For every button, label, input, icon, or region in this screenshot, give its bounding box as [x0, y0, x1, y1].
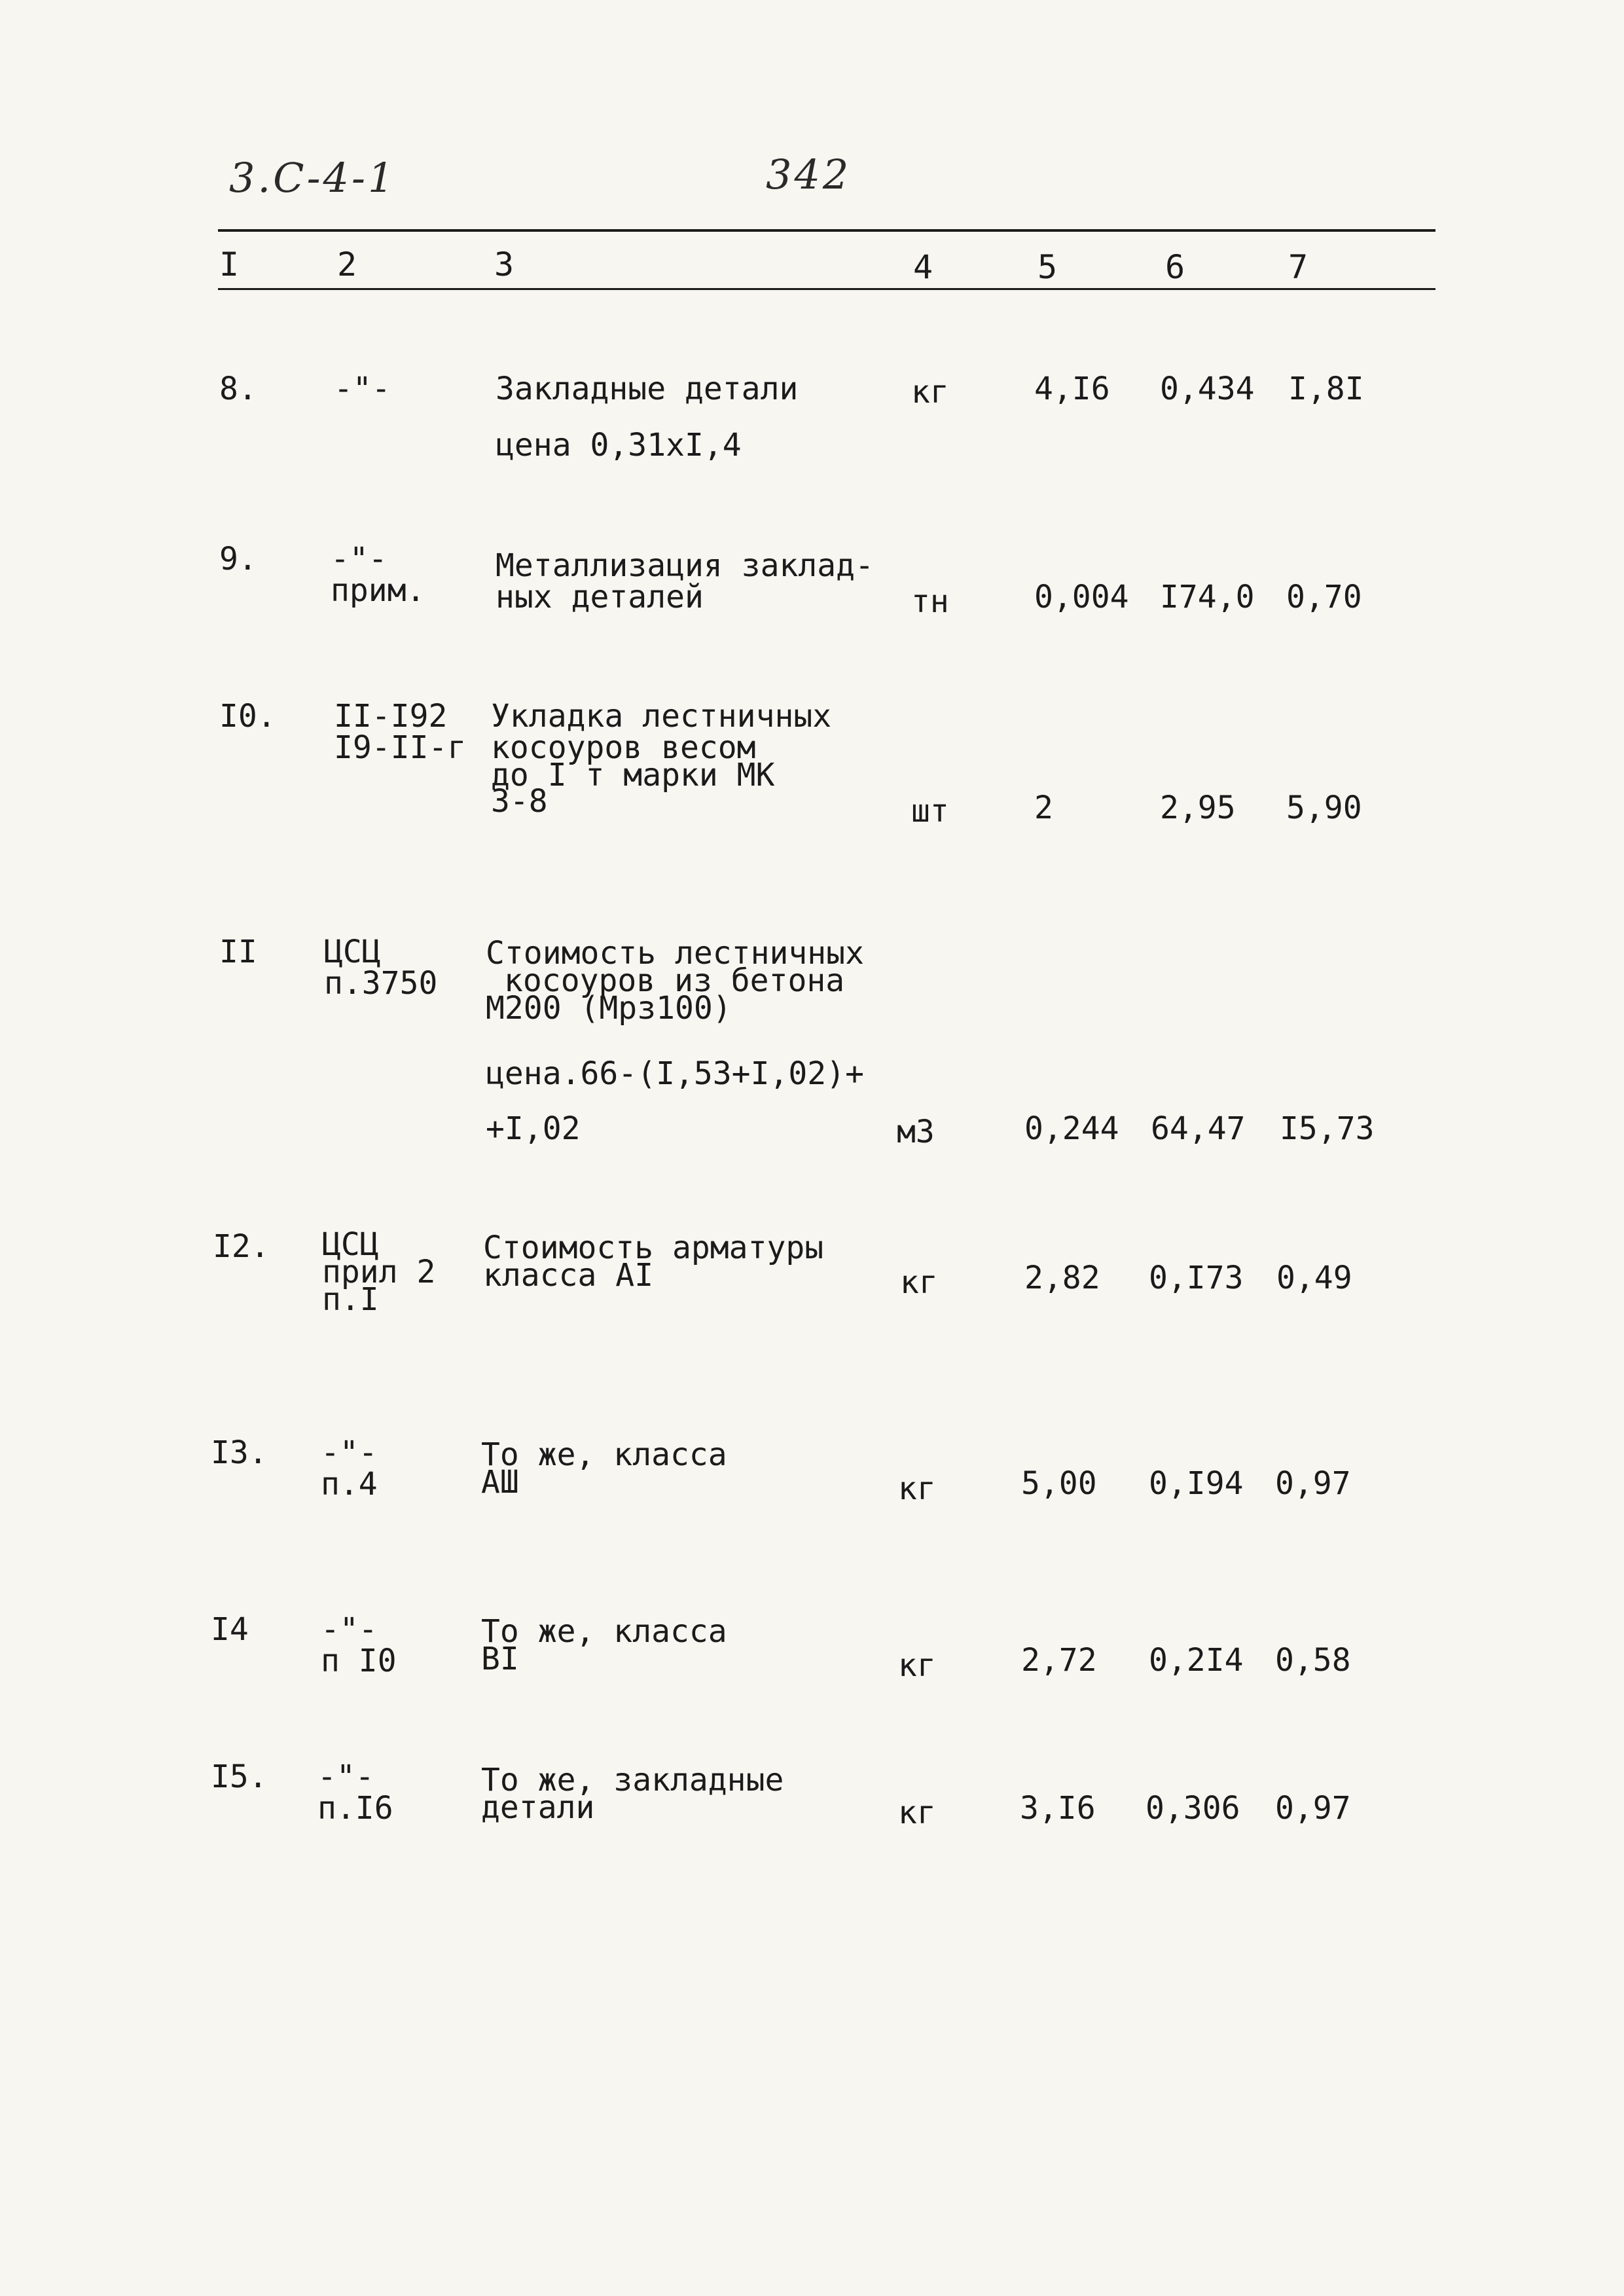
column-header-6: 6	[1165, 248, 1185, 286]
column-header-1: I	[219, 246, 240, 283]
row-description-line-2: косоуров из бетона	[504, 962, 845, 999]
page-number: 342	[766, 151, 852, 198]
row-unit: тн	[911, 583, 949, 620]
column-header-4: 4	[913, 248, 933, 286]
row-unit: кг	[900, 1264, 938, 1301]
row-total: 0,49	[1276, 1260, 1352, 1296]
row-unit-price: I74,0	[1160, 579, 1255, 615]
row-description-line-1: То же, класса	[481, 1613, 727, 1650]
row-unit: кг	[898, 1795, 936, 1831]
row-description-line-2: ных деталей	[496, 579, 704, 615]
row-description-line-1: То же, класса	[481, 1436, 727, 1473]
row-description-price: цена 0,31хI,4	[496, 427, 742, 464]
row-description-price: цена.66-(I,53+I,02)+	[486, 1055, 864, 1092]
row-reference: -"- п I0	[321, 1611, 397, 1679]
row-description-line-1: Металлизация заклад-	[496, 547, 874, 584]
row-total: I5,73	[1280, 1110, 1375, 1147]
column-header-3: 3	[494, 246, 514, 283]
row-unit-price: 0,306	[1146, 1790, 1240, 1827]
row-total: 0,70	[1286, 579, 1362, 615]
row-quantity: 0,244	[1024, 1110, 1119, 1147]
row-quantity: 3,I6	[1020, 1790, 1096, 1827]
row-reference: II-I92 I9-II-г	[334, 698, 467, 766]
row-unit-price: 0,2I4	[1149, 1642, 1244, 1679]
row-description: Закладные детали	[496, 371, 799, 407]
row-description-line-3: до I т марки МК	[491, 757, 775, 793]
row-unit-price: 0,I73	[1149, 1260, 1244, 1296]
row-total: 5,90	[1286, 790, 1362, 826]
row-description-line-2: класса АI	[483, 1257, 654, 1294]
row-unit: м3	[897, 1114, 935, 1150]
row-number: I0.	[219, 698, 276, 735]
row-reference: ЦСЦ п.3750	[324, 934, 438, 1002]
row-description-line-1: Стоимость арматуры	[483, 1230, 824, 1266]
row-unit-price: 64,47	[1151, 1110, 1246, 1147]
row-total: 0,58	[1275, 1642, 1351, 1679]
row-description-line-1: Укладка лестничных	[491, 698, 832, 735]
row-reference: ЦСЦ прил 2 п.I	[322, 1226, 436, 1318]
row-number: 9.	[219, 541, 257, 577]
row-quantity: 0,004	[1034, 579, 1129, 615]
row-description-line-2: детали	[481, 1789, 595, 1826]
row-description-line-2: ВI	[481, 1641, 519, 1677]
row-unit: кг	[898, 1647, 936, 1684]
row-unit-price: 0,I94	[1149, 1465, 1244, 1502]
row-number: II	[219, 934, 257, 970]
column-header-2: 2	[337, 246, 357, 283]
row-unit-price: 0,434	[1160, 371, 1255, 407]
row-number: I3.	[211, 1434, 268, 1471]
row-total: 0,97	[1275, 1465, 1351, 1502]
row-quantity: 4,I6	[1034, 371, 1110, 407]
row-reference: -"- п.4	[321, 1434, 378, 1503]
row-description-price-cont: +I,02	[486, 1110, 581, 1147]
document-code: 3.С-4-1	[229, 154, 397, 202]
row-unit: кг	[898, 1470, 936, 1507]
column-header-7: 7	[1288, 248, 1308, 286]
header-bottom-rule	[218, 288, 1435, 290]
row-unit: шт	[911, 793, 949, 829]
row-reference: -"- п.I6	[317, 1758, 393, 1827]
row-reference: -"- прим.	[331, 541, 425, 609]
table-top-rule	[218, 229, 1435, 232]
row-total: 0,97	[1275, 1790, 1351, 1827]
column-header-5: 5	[1038, 248, 1058, 286]
row-description-line-2: АШ	[481, 1464, 519, 1501]
row-quantity: 2,72	[1021, 1642, 1097, 1679]
row-reference: -"-	[334, 371, 391, 407]
row-description-line-1: То же, закладные	[481, 1762, 784, 1798]
row-number: I2.	[213, 1228, 270, 1265]
row-total: I,8I	[1288, 371, 1364, 407]
row-description-line-4: 3-8	[491, 783, 548, 820]
row-number: 8.	[219, 371, 257, 407]
row-description-line-3: М200 (Мрз100)	[486, 990, 732, 1027]
row-unit: кг	[911, 374, 949, 410]
row-description-line-2: косоуров весом	[491, 729, 756, 766]
row-unit-price: 2,95	[1160, 790, 1236, 826]
row-quantity: 2	[1034, 790, 1053, 826]
row-quantity: 2,82	[1024, 1260, 1100, 1296]
row-number: I5.	[211, 1758, 268, 1795]
row-number: I4	[211, 1611, 249, 1648]
row-description-line-1: Стоимость лестничных	[486, 935, 864, 972]
row-quantity: 5,00	[1021, 1465, 1097, 1502]
